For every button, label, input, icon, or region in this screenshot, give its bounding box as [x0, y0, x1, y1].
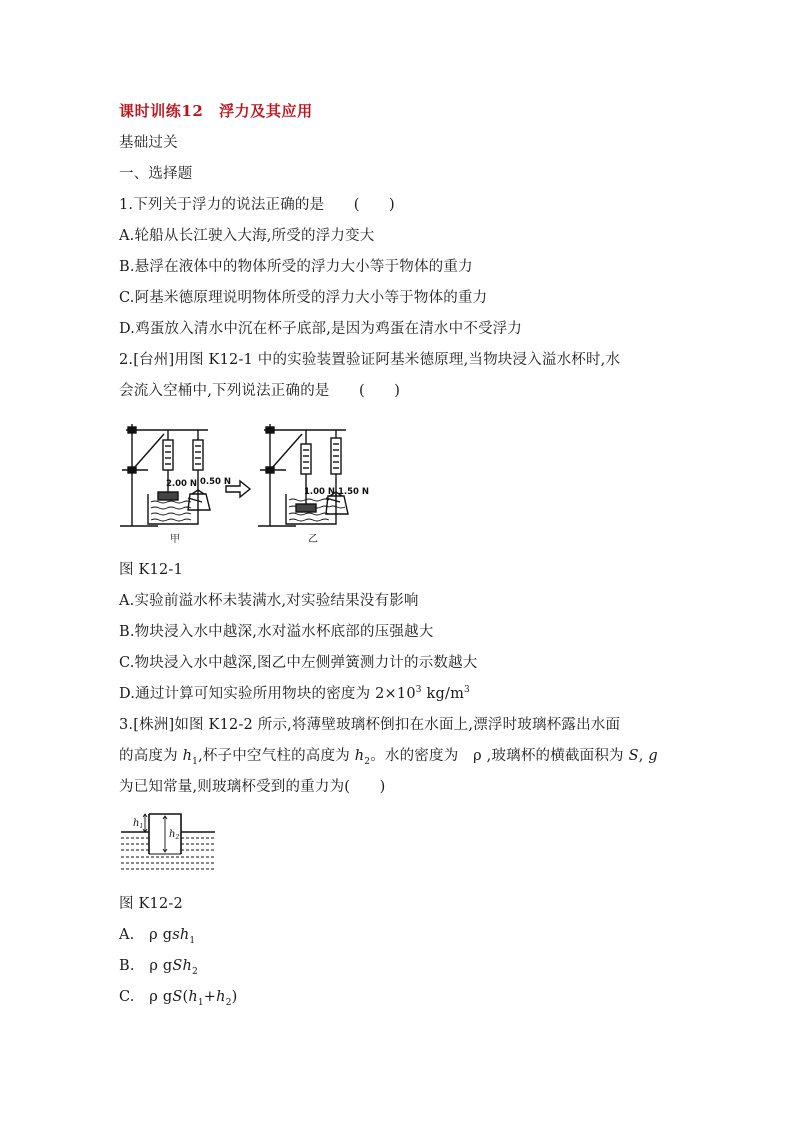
- left-scale-reading-2: 1.00 N: [304, 487, 336, 497]
- figure-label-yi: 乙: [308, 534, 318, 545]
- archimedes-apparatus-diagram: [118, 414, 378, 549]
- figure-k12-2-caption: 图 K12-2: [119, 896, 183, 912]
- q3-option-b: B. ρ gSh$_2$: [119, 958, 199, 977]
- q2-option-b: B.物块浸入水中越深,水对溢水杯底部的压强越大: [119, 624, 434, 640]
- q3-option-c: C. ρ $gS(h_1+h_2)$: [119, 989, 238, 1008]
- figure-k12-1-caption: 图 K12-1: [119, 562, 183, 578]
- section-heading: 基础过关: [119, 135, 178, 151]
- right-scale-reading-2: 1.50 N: [338, 487, 370, 497]
- h1-label: $h_1$: [133, 818, 144, 830]
- inverted-glass-diagram: [119, 810, 219, 876]
- q2-stem-line1: 2.[台州]用图 K12-1 中的实验装置验证阿基米德原理,当物块浸入溢水杯时,水: [119, 352, 621, 368]
- figure-k12-1: [118, 414, 378, 549]
- q2-option-d: D.通过计算可知实验所用物块的密度为 $2\times 10^3$ $kg/m^3$: [119, 685, 470, 702]
- q3-stem-line1: 3.[株洲]如图 K12-2 所示,将薄壁玻璃杯倒扣在水面上,漂浮时玻璃杯露出水面: [119, 717, 621, 733]
- page-title: 课时训练12 浮力及其应用: [119, 102, 313, 120]
- q1-option-d: D.鸡蛋放入清水中沉在杯子底部,是因为鸡蛋在清水中不受浮力: [119, 321, 523, 337]
- q3-option-a: A. ρ gsh$_1$: [119, 927, 196, 946]
- q3-stem-line3: 为已知常量,则玻璃杯受到的重力为( ): [119, 779, 386, 795]
- right-scale-reading-1: 0.50 N: [200, 477, 232, 487]
- q2-stem-line2: 会流入空桶中,下列说法正确的是 ( ): [119, 383, 401, 399]
- q1-option-b: B.悬浮在液体中的物体所受的浮力大小等于物体的重力: [119, 259, 473, 275]
- figure-label-jia: 甲: [170, 534, 180, 545]
- q2-option-a: A.实验前溢水杯未装满水,对实验结果没有影响: [119, 593, 419, 609]
- figure-k12-2: [119, 810, 219, 876]
- q2-option-c: C.物块浸入水中越深,图乙中左侧弹簧测力计的示数越大: [119, 655, 478, 671]
- h2-label: $h_2$: [169, 829, 180, 841]
- q1-stem: 1.下列关于浮力的说法正确的是 ( ): [119, 197, 395, 213]
- q3-stem-line2: 的高度为 $h_1$,杯子中空气柱的高度为 $h_2$。水的密度为 ρ ,玻璃杯的横截面积为 S, g: [119, 748, 658, 767]
- q1-option-a: A.轮船从长江驶入大海,所受的浮力变大: [119, 228, 375, 244]
- subsection-heading: 一、选择题: [119, 166, 193, 182]
- q1-option-c: C.阿基米德原理说明物体所受的浮力大小等于物体的重力: [119, 290, 488, 306]
- left-scale-reading-1: 2.00 N: [166, 479, 198, 489]
